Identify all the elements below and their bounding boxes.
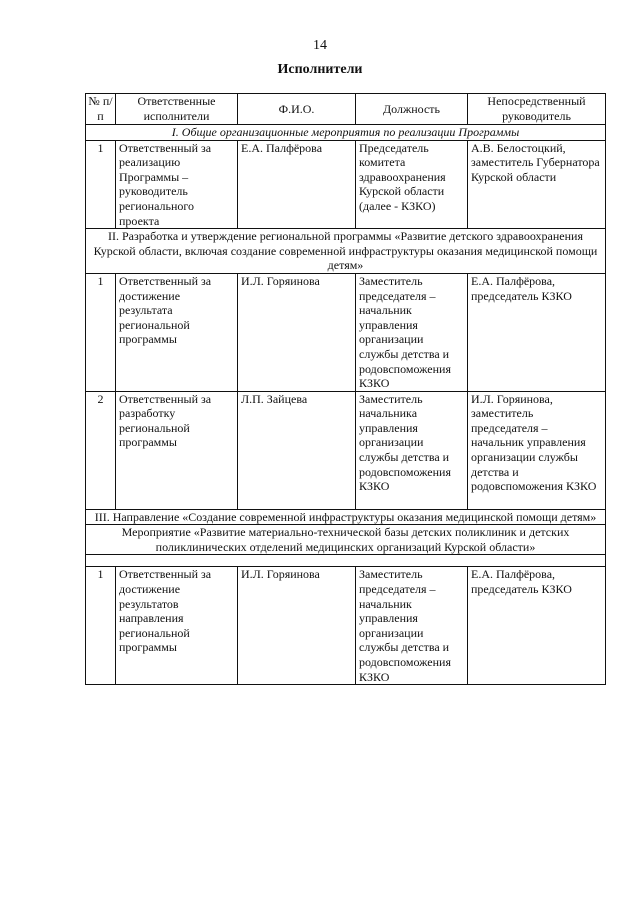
spacer-cell <box>86 555 606 567</box>
header-role: Ответственные исполнители <box>116 94 238 125</box>
section-subtitle: Мероприятие «Развитие материально-технической базы детских поликлиник и детских поликлинических отделений медицинских организаций Курской области» <box>86 525 606 555</box>
table-row <box>86 391 606 509</box>
spacer-row <box>86 555 606 567</box>
row-position: Заместитель начальника управления организации службы детства и родовспоможения КЗКО <box>356 391 468 509</box>
row-name: Е.А. Палфёрова <box>238 140 356 229</box>
section-title: III. Направление «Создание современной инфраструктуры оказания медицинской помощи детям» <box>86 509 606 525</box>
table-row <box>86 567 606 685</box>
row-name: И.Л. Горяинова <box>238 567 356 685</box>
table-row <box>86 140 606 229</box>
row-number: 1 <box>86 140 116 229</box>
header-name: Ф.И.О. <box>238 94 356 125</box>
row-supervisor: Е.А. Палфёрова, председатель КЗКО <box>468 273 606 391</box>
row-position: Заместитель председателя – начальник управления организации службы детства и родовспоможения КЗКО <box>356 273 468 391</box>
row-supervisor: А.В. Белостоцкий, заместитель Губернатора Курской области <box>468 140 606 229</box>
section-title: I. Общие организационные мероприятия по реализации Программы <box>86 125 606 141</box>
section-header-row <box>86 125 606 141</box>
page-number: 14 <box>313 38 327 53</box>
row-role: Ответственный за достижение результатов направления региональной программы <box>116 567 238 685</box>
document-title: Исполнители <box>277 62 363 77</box>
table-row <box>86 273 606 391</box>
row-number: 1 <box>86 567 116 685</box>
row-number: 2 <box>86 391 116 509</box>
row-role: Ответственный за достижение результата региональной программы <box>116 273 238 391</box>
row-name: И.Л. Горяинова <box>238 273 356 391</box>
row-number: 1 <box>86 273 116 391</box>
row-position: Председатель комитета здравоохранения Курской области (далее - КЗКО) <box>356 140 468 229</box>
row-supervisor: И.Л. Горяинова, заместитель председателя – начальник управления организации службы детства и родовспоможения КЗКО <box>468 391 606 509</box>
row-supervisor: Е.А. Палфёрова, председатель КЗКО <box>468 567 606 685</box>
section-title: II. Разработка и утверждение региональной программы «Развитие детского здравоохранения Курской области, включая создание современной инфраструктуры оказания медицинской помощи детям» <box>86 229 606 274</box>
header-supervisor: Непосредственный руководитель <box>468 94 606 125</box>
row-role: Ответственный за разработку региональной программы <box>116 391 238 509</box>
section-header-row <box>86 509 606 525</box>
section-subheader-row <box>86 525 606 555</box>
section-header-row <box>86 229 606 274</box>
row-role: Ответственный за реализацию Программы – руководитель регионального проекта <box>116 140 238 229</box>
row-position: Заместитель председателя – начальник управления организации службы детства и родовспоможения КЗКО <box>356 567 468 685</box>
row-name: Л.П. Зайцева <box>238 391 356 509</box>
header-number: № п/п <box>86 94 116 125</box>
header-position: Должность <box>356 94 468 125</box>
executors-table <box>85 93 606 685</box>
table-header-row <box>86 94 606 125</box>
